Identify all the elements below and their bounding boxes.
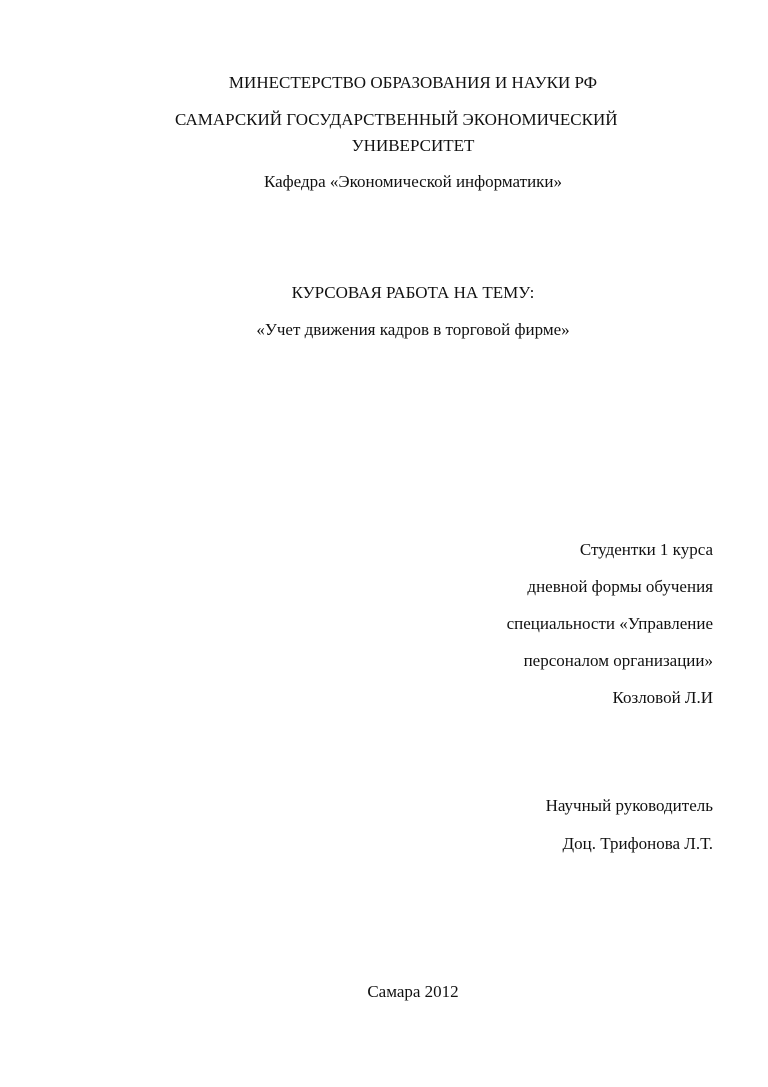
author-name: Козловой Л.И [612, 688, 713, 707]
coursework-topic: «Учет движения кадров в торговой фирме» [256, 320, 570, 339]
author-course: Студентки 1 курса [579, 540, 713, 559]
author-specialty-line2: персоналом организации» [523, 651, 713, 670]
supervisor-name: Доц. Трифонова Л.Т. [562, 834, 713, 853]
department-name: Кафедра «Экономической информатики» [263, 172, 563, 191]
ministry-heading: МИНЕСТЕРСТВО ОБРАЗОВАНИЯ И НАУКИ РФ [228, 73, 598, 92]
author-study-form: дневной формы обучения [527, 577, 713, 596]
city-year: Самара 2012 [367, 982, 459, 1001]
university-name-line1: САМАРСКИЙ ГОСУДАРСТВЕННЫЙ ЭКОНОМИЧЕСКИЙ [175, 110, 618, 129]
university-name-line2: УНИВЕРСИТЕТ [351, 136, 475, 155]
coursework-label: КУРСОВАЯ РАБОТА НА ТЕМУ: [291, 283, 535, 302]
supervisor-label: Научный руководитель [545, 796, 713, 815]
author-specialty-line1: специальности «Управление [506, 614, 713, 633]
